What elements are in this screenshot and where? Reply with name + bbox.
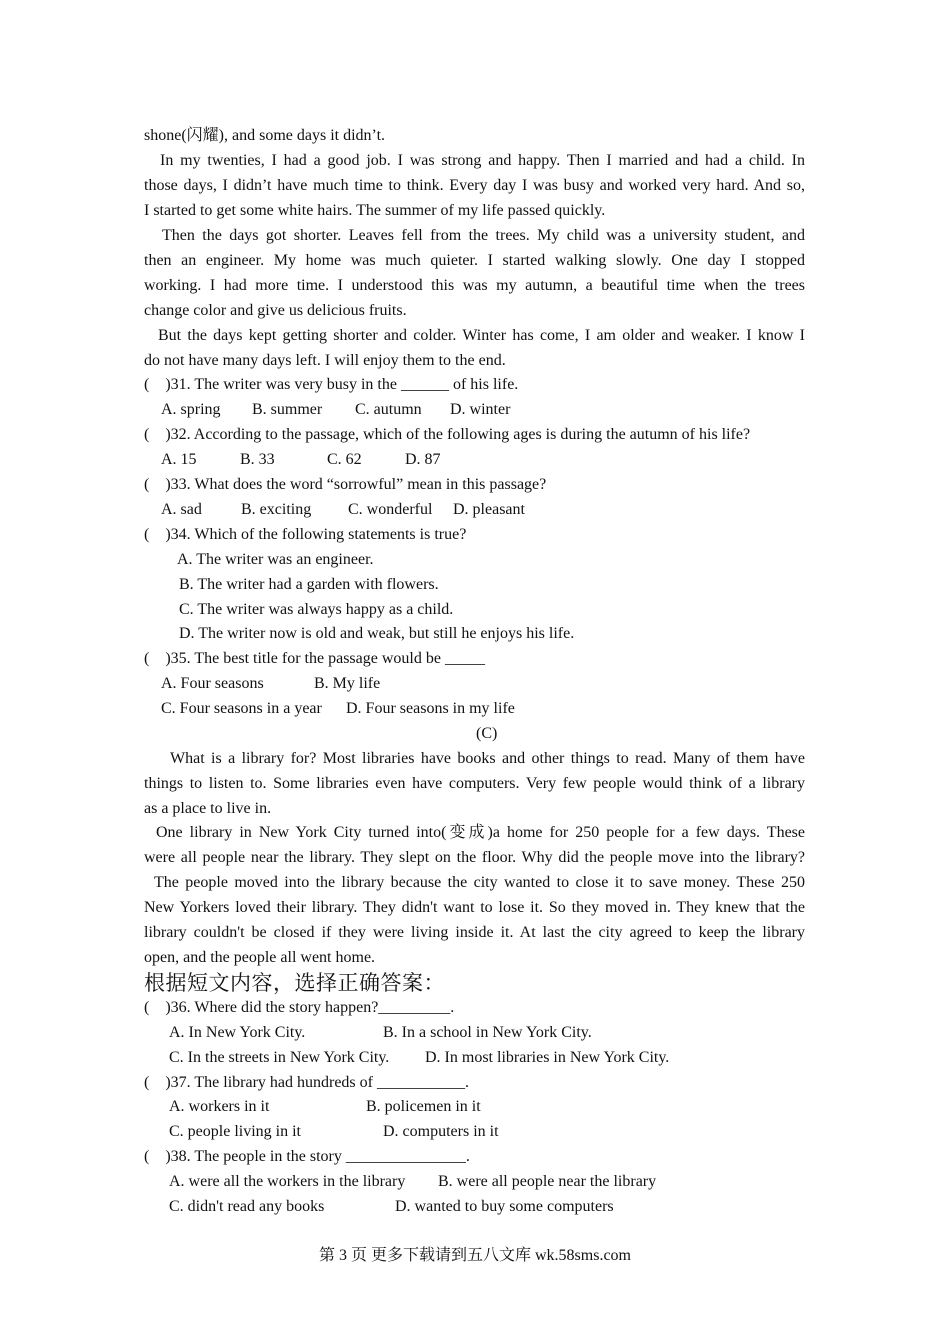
question-31: ( )31. The writer was very busy in the ______ of his life. bbox=[144, 376, 519, 393]
text-line: were all people near the library. They slept on the floor. Why did the people move into the library? bbox=[144, 849, 805, 866]
option: C. Four seasons in a year bbox=[161, 700, 322, 717]
option: B. The writer had a garden with flowers. bbox=[179, 576, 439, 593]
text-line: But the days kept getting shorter and colder. Winter has come, I am older and weaker. I know I bbox=[158, 327, 805, 344]
text-line: then an engineer. My home was much quieter. I started walking slowly. One day I stopped bbox=[144, 252, 805, 269]
question-35: ( )35. The best title for the passage would be _____ bbox=[144, 650, 485, 667]
text-line: things to listen to. Some libraries even have computers. Very few people would think of a library bbox=[144, 775, 805, 792]
option: B. policemen in it bbox=[366, 1098, 481, 1115]
text-line: open, and the people all went home. bbox=[144, 949, 376, 966]
option: A. Four seasons bbox=[161, 675, 264, 692]
option: A. In New York City. bbox=[169, 1024, 306, 1041]
option: A. sad bbox=[161, 501, 202, 518]
option: B. exciting bbox=[241, 501, 312, 518]
text-line: One library in New York City turned into(变成)a home for 250 people for a few days. These bbox=[156, 824, 805, 841]
instruction-heading: 根据短文内容，选择正确答案： bbox=[144, 971, 445, 995]
question-37: ( )37. The library had hundreds of ___________. bbox=[144, 1074, 469, 1091]
section-label: (C) bbox=[476, 725, 498, 742]
text-line: shone(闪耀), and some days it didn’t. bbox=[144, 127, 386, 144]
option: B. My life bbox=[314, 675, 381, 692]
question-34: ( )34. Which of the following statements is true? bbox=[144, 526, 467, 543]
option: D. In most libraries in New York City. bbox=[425, 1049, 670, 1066]
question-32: ( )32. According to the passage, which of the following ages is during the autumn of his life? bbox=[144, 426, 751, 443]
option: A. were all the workers in the library bbox=[169, 1173, 406, 1190]
option: D. pleasant bbox=[453, 501, 525, 518]
text-line: I started to get some white hairs. The summer of my life passed quickly. bbox=[144, 202, 606, 219]
option: D. The writer now is old and weak, but still he enjoys his life. bbox=[179, 625, 575, 642]
option: A. workers in it bbox=[169, 1098, 270, 1115]
option: B. In a school in New York City. bbox=[383, 1024, 592, 1041]
question-38: ( )38. The people in the story _______________. bbox=[144, 1148, 470, 1165]
text-line: as a place to live in. bbox=[144, 800, 272, 817]
text-line: In my twenties, I had a good job. I was strong and happy. Then I married and had a child. In bbox=[160, 152, 805, 169]
text-line: The people moved into the library because the city wanted to close it to save money. These 250 bbox=[154, 874, 805, 891]
option: D. computers in it bbox=[383, 1123, 499, 1140]
text-line: Then the days got shorter. Leaves fell from the trees. My child was a university student, and bbox=[162, 227, 805, 244]
text-line: What is a library for? Most libraries have books and other things to read. Many of them have bbox=[170, 750, 805, 767]
text-line: library couldn't be closed if they were living inside it. At last the city agreed to keep the library bbox=[144, 924, 805, 941]
option: C. autumn bbox=[355, 401, 422, 418]
option: C. The writer was always happy as a child. bbox=[179, 601, 454, 618]
option: B. summer bbox=[252, 401, 323, 418]
option: A. spring bbox=[161, 401, 221, 418]
page-footer: 第 3 页 更多下载请到五八文库 wk.58sms.com bbox=[318, 1247, 631, 1264]
option: D. 87 bbox=[405, 451, 441, 468]
option: D. winter bbox=[450, 401, 511, 418]
text-line: working. I had more time. I understood this was my autumn, a beautiful time when the trees bbox=[144, 277, 805, 294]
text-line: New Yorkers loved their library. They didn't want to lose it. So they moved in. They knew that the bbox=[144, 899, 805, 916]
text-line: do not have many days left. I will enjoy them to the end. bbox=[144, 352, 506, 369]
option: A. The writer was an engineer. bbox=[177, 551, 374, 568]
option: D. Four seasons in my life bbox=[346, 700, 515, 717]
option: C. wonderful bbox=[348, 501, 433, 518]
option: A. 15 bbox=[161, 451, 197, 468]
option: D. wanted to buy some computers bbox=[395, 1198, 614, 1215]
option: C. In the streets in New York City. bbox=[169, 1049, 390, 1066]
text-line: change color and give us delicious fruits. bbox=[144, 302, 407, 319]
question-36: ( )36. Where did the story happen?_________. bbox=[144, 999, 455, 1016]
text-line: those days, I didn’t have much time to think. Every day I was busy and worked very hard. And so, bbox=[144, 177, 805, 194]
option: B. 33 bbox=[240, 451, 275, 468]
option: B. were all people near the library bbox=[438, 1173, 657, 1190]
option: C. people living in it bbox=[169, 1123, 301, 1140]
option: C. didn't read any books bbox=[169, 1198, 325, 1215]
option: C. 62 bbox=[327, 451, 362, 468]
question-33: ( )33. What does the word “sorrowful” mean in this passage? bbox=[144, 476, 547, 493]
